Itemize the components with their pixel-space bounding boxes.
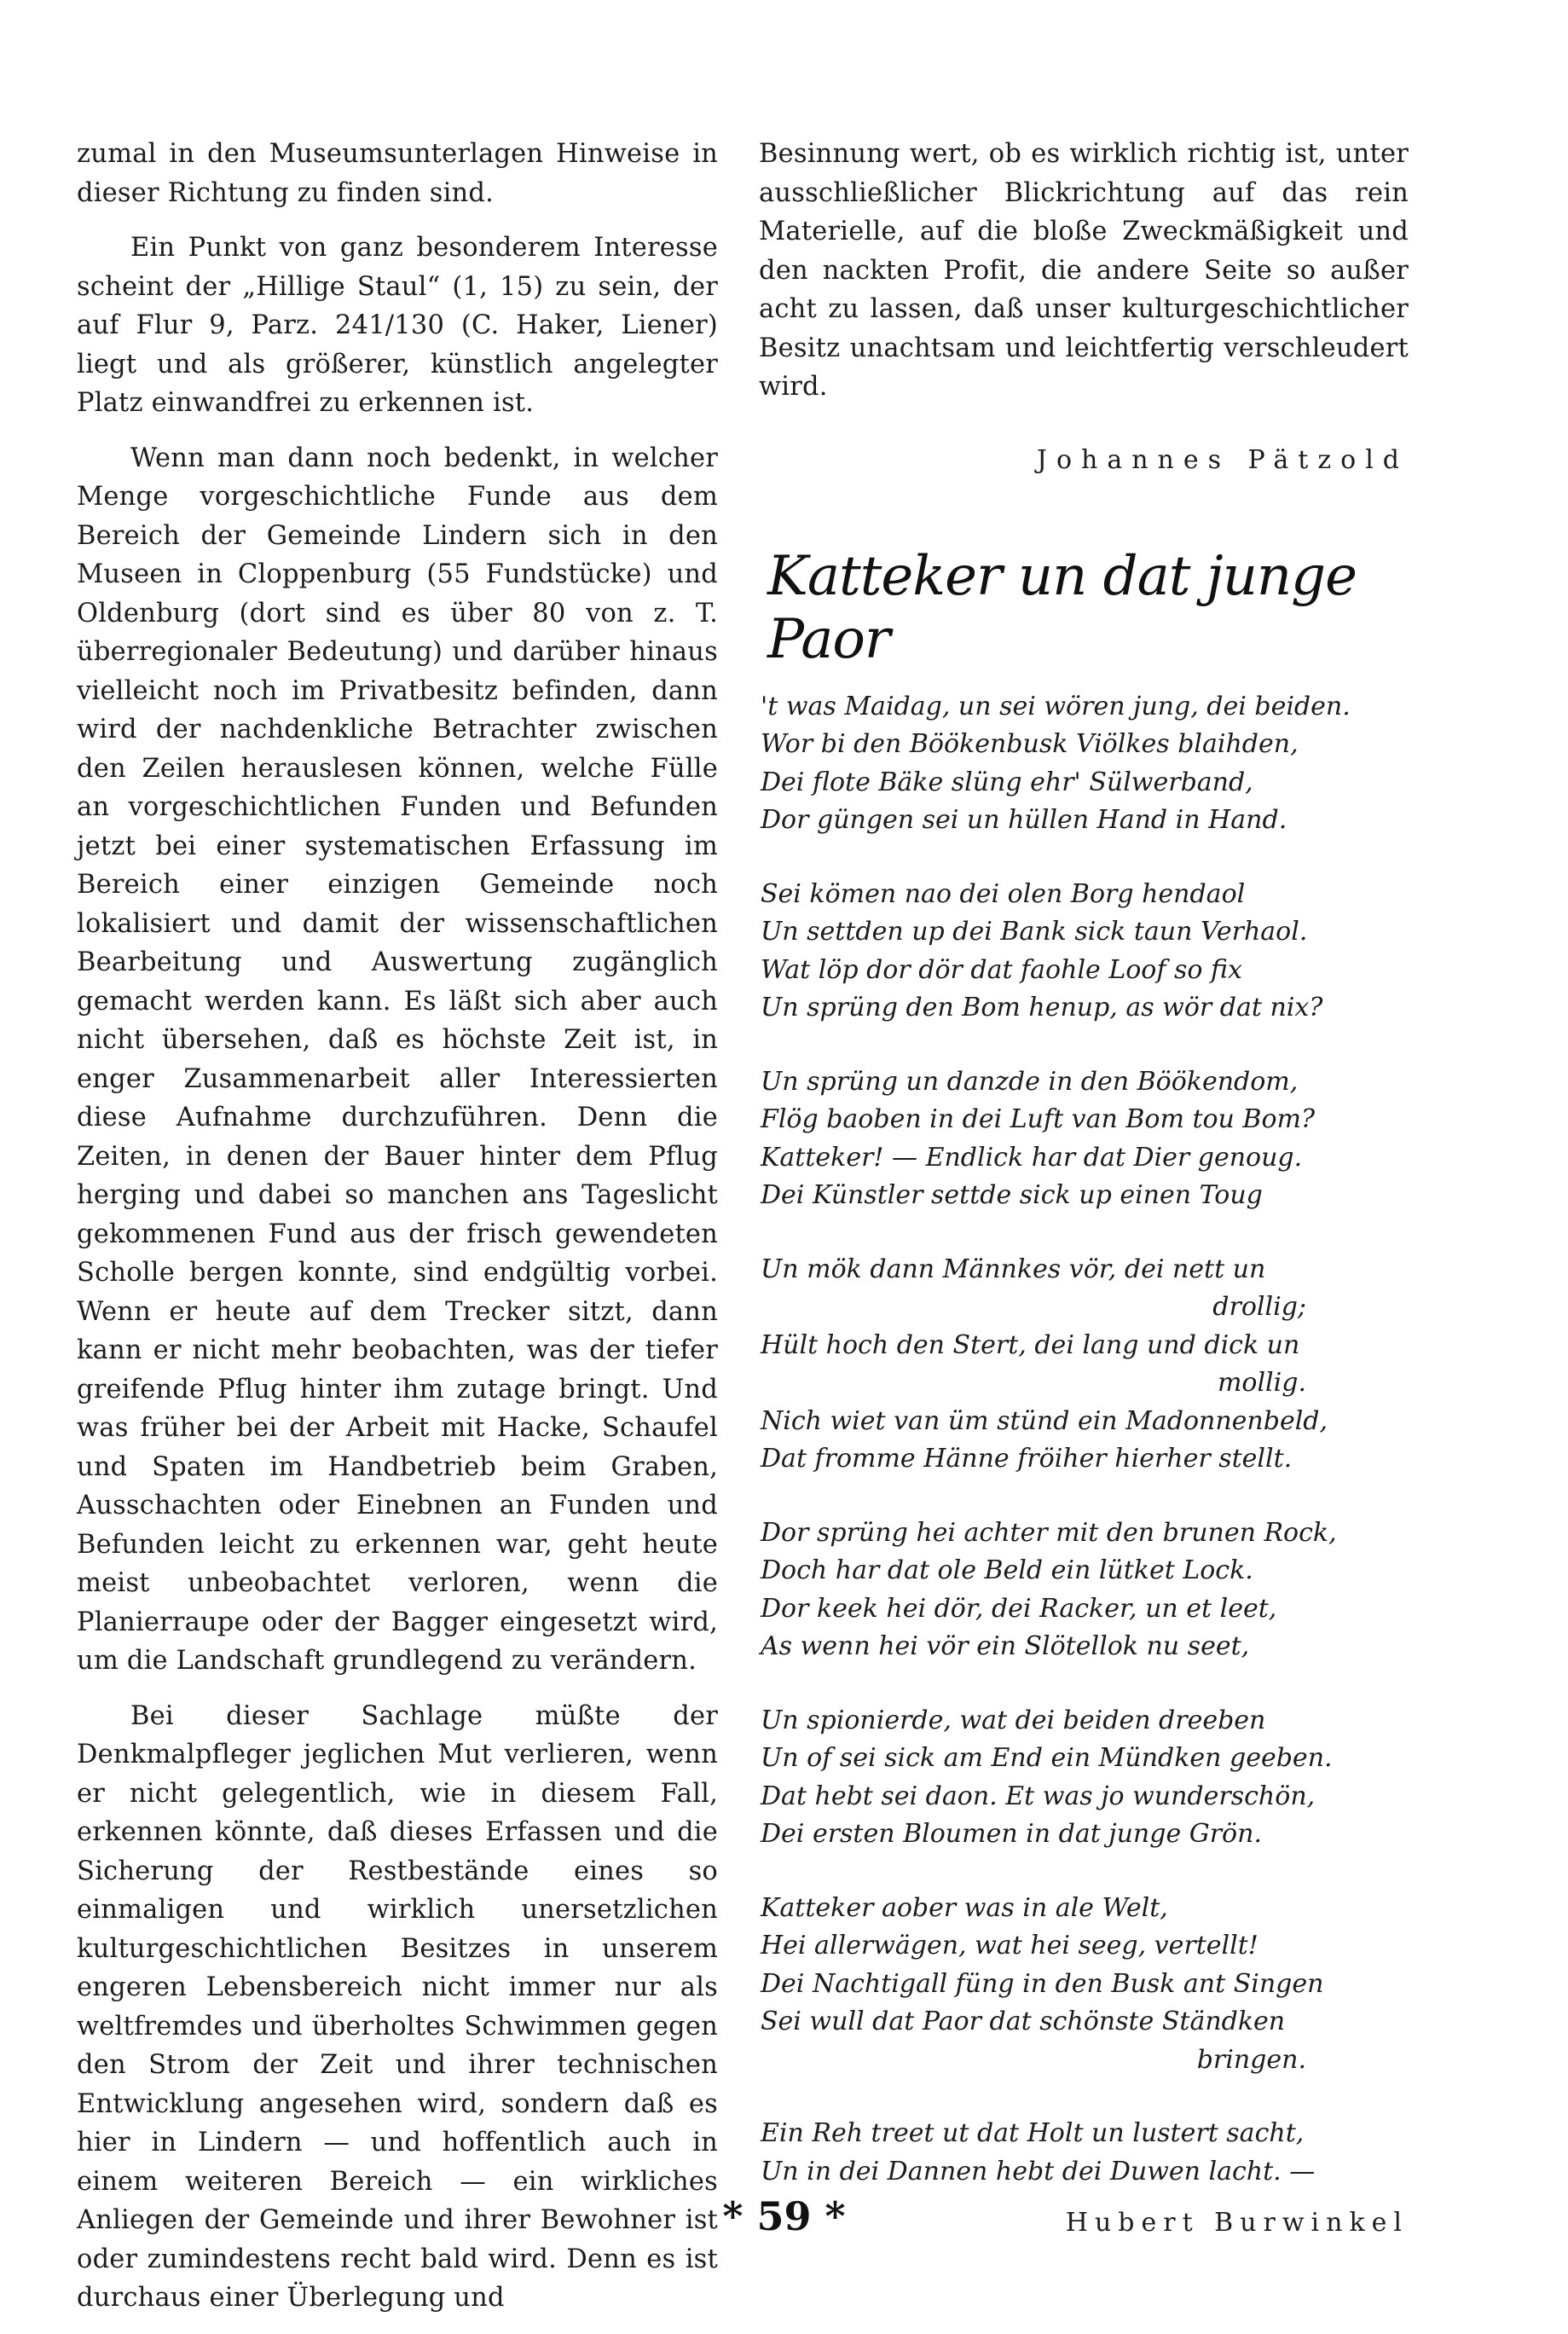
stanza [759, 876, 1409, 1028]
poem-line-continuation: drollig; [1212, 1292, 1306, 1322]
poem-line: Un of sei sick am End ein Mündken geeben. [761, 1743, 1333, 1773]
poem-line: Dei Künstler settde sick up einen Toug [761, 1180, 1263, 1210]
paragraph: zumal in den Museumsunterlagen Hinweise in dieser Richtung zu finden sind. [77, 139, 718, 208]
stanza [759, 688, 1409, 840]
poem-line: Dei ersten Bloumen in dat junge Grön. [761, 1819, 1262, 1849]
poem-line: Hült hoch den Stert, dei lang und dick un [761, 1329, 1300, 1360]
stanza [759, 2115, 1409, 2191]
stanza [759, 1063, 1409, 1215]
stanza [759, 1251, 1409, 1479]
poem-line: Sei kömen nao dei olen Borg hendaol [761, 878, 1246, 909]
poem-line: Dei Nachtigall füng in den Busk ant Singen [761, 1968, 1324, 1999]
poem-line: Dat hebt sei daon. Et was jo wunderschön, [761, 1781, 1316, 1811]
paragraph: Ein Punkt von ganz besonderem Interesse scheint der „Hillige Staul“ (1, 15) zu sein, der auf Flur 9, Parz. 241/130 (C. Haker, Liener) liegt und als größerer, künstlich angelegter Platz einwandfrei zu erkennen ist. [77, 233, 718, 418]
poem-author: Hubert Burwinkel [1065, 2208, 1409, 2238]
page-number: * 59 * [722, 2193, 846, 2239]
poem-line: Katteker! — Endlick har dat Dier genoug. [761, 1142, 1303, 1173]
paragraph: Bei dieser Sachlage müßte der Denkmalpfleger jeglichen Mut verlieren, wenn er nicht gelegentlich, wie in diesem Fall, erkennen könnte, daß dieses Erfassen und die Sicherung der Restbestände eines so einmaligen und wirklich unersetzlichen kulturgeschichtlichen Besitzes in unserem engeren Lebensbereich nicht immer nur als weltfremdes und überholtes Schwimmen gegen den Strom der Zeit und ihrer technischen Entwicklung angesehen wird, sondern daß es hier in Lindern — und hoffentlich auch in einem weiteren Bereich — ein wirkliches Anliegen der Gemeinde und ihrer Bewohner ist oder zumindestens recht bald wird. Denn es ist durchaus einer Überlegung und [77, 1700, 718, 2313]
stanza [759, 1702, 1409, 1854]
poem-line: Dei flote Bäke slüng ehr' Sülwerband, [761, 767, 1253, 797]
poem-line: Un spionierde, wat dei beiden dreeben [761, 1705, 1266, 1735]
poem [759, 688, 1409, 2192]
poem-line: Katteker aober was in ale Welt, [761, 1892, 1168, 1923]
poem-line: Un in dei Dannen hebt dei Duwen lacht. — [761, 2156, 1316, 2186]
article-author: Johannes Pätzold [1036, 444, 1409, 475]
stanza [759, 1890, 1409, 2080]
poem-line: As wenn hei vör ein Slötellok nu seet, [761, 1631, 1250, 1661]
poem-title: Katteker un dat junge Paor [767, 544, 1357, 671]
poem-line: Dor sprüng hei achter mit den brunen Rock, [761, 1517, 1337, 1548]
poem-line: Dat fromme Hänne fröiher hierher stellt. [761, 1444, 1293, 1474]
poem-line: Dor keek hei dör, dei Racker, un et leet, [761, 1593, 1277, 1624]
poem-line: Un settden up dei Bank sick taun Verhaol. [761, 917, 1308, 947]
poem-line: Wor bi den Böökenbusk Viölkes blaihden, [761, 729, 1299, 759]
poem-line: Ein Reh treet ut dat Holt un lustert sacht, [761, 2118, 1305, 2148]
poem-line: Doch har dat ole Beld ein lütket Lock. [761, 1555, 1253, 1585]
poem-line-continuation: bringen. [1196, 2044, 1306, 2075]
poem-line: Sei wull dat Paor dat schönste Ständken [761, 2007, 1286, 2036]
poem-line: Hei allerwägen, wat hei seeg, vertellt! [761, 1931, 1258, 1960]
right-column [759, 135, 1409, 2238]
poem-line: Un sprüng un danzde in den Böökendom, [761, 1066, 1299, 1097]
poem-line: Wat löp dor dör dat faohle Loof so fix [761, 954, 1242, 985]
paragraph: Wenn man dann noch bedenkt, in welcher Menge vorgeschichtliche Funde aus dem Bereich der Gemeinde Lindern sich in den Museen in Cloppenburg (55 Fundstücke) und Oldenburg (dort sind es über 80 von z. T. überregionaler Bedeutung) und darüber hinaus vielleicht noch im Privatbesitz befinden, dann wird der nachdenkliche Betrachter zwischen den Zeilen herauslesen können, welche Fülle an vorgeschichtlichen Funden und Befunden jetzt bei einer systematischen Erfassung im Bereich einer einzigen Gemeinde noch lokalisiert und damit der wissenschaftlichen Bearbeitung und Auswertung zugänglich gemacht werden kann. Es läßt sich aber auch nicht übersehen, daß es höchste Zeit ist, in enger Zusammenarbeit aller Interessierten diese Aufnahme durchzuführen. Denn die Zeiten, in denen der Bauer hinter dem Pflug herging und dabei so manchen ans Tageslicht gekommenen Fund aus der frisch gewendeten Scholle bergen konnte, sind endgültig vorbei. Wenn er heute auf dem Trecker sitzt, dann kann er nicht mehr beobachten, was der tiefer greifende Pflug hinter ihm zutage bringt. Und was früher bei der Arbeit mit Hacke, Schaufel und Spaten im Handbetrieb beim Graben, Ausschachten oder Einebnen an Funden und Befunden leicht zu erkennen war, geht heute meist unbeobachtet verloren, wenn die Planierraupe oder der Bagger eingesetzt wird, um die Landschaft grundlegend zu verändern. [77, 443, 718, 1676]
paragraph: Besinnung wert, ob es wirklich richtig ist, unter ausschließlicher Blickrichtung auf das rein Materielle, auf die bloße Zweckmäßigkeit und den nackten Profit, die andere Seite so außer acht zu lassen, daß unser kulturgeschichtlicher Besitz unachtsam und leichtfertig verschleudert wird. [759, 139, 1409, 402]
poem-line: Flög baoben in dei Luft van Bom tou Bom? [761, 1104, 1316, 1134]
poem-line: Un mök dann Männkes vör, dei nett un [761, 1254, 1266, 1284]
left-column [77, 135, 718, 2334]
poem-line: Nich wiet van üm stünd ein Madonnenbeld, [761, 1405, 1328, 1436]
poem-line: 't was Maidag, un sei wören jung, dei beiden. [761, 691, 1351, 721]
poem-line: Dor güngen sei un hüllen Hand in Hand. [761, 805, 1287, 835]
poem-line: Un sprüng den Bom henup, as wör dat nix? [761, 993, 1323, 1022]
poem-line-continuation: mollig. [1217, 1368, 1306, 1398]
stanza [759, 1514, 1409, 1666]
